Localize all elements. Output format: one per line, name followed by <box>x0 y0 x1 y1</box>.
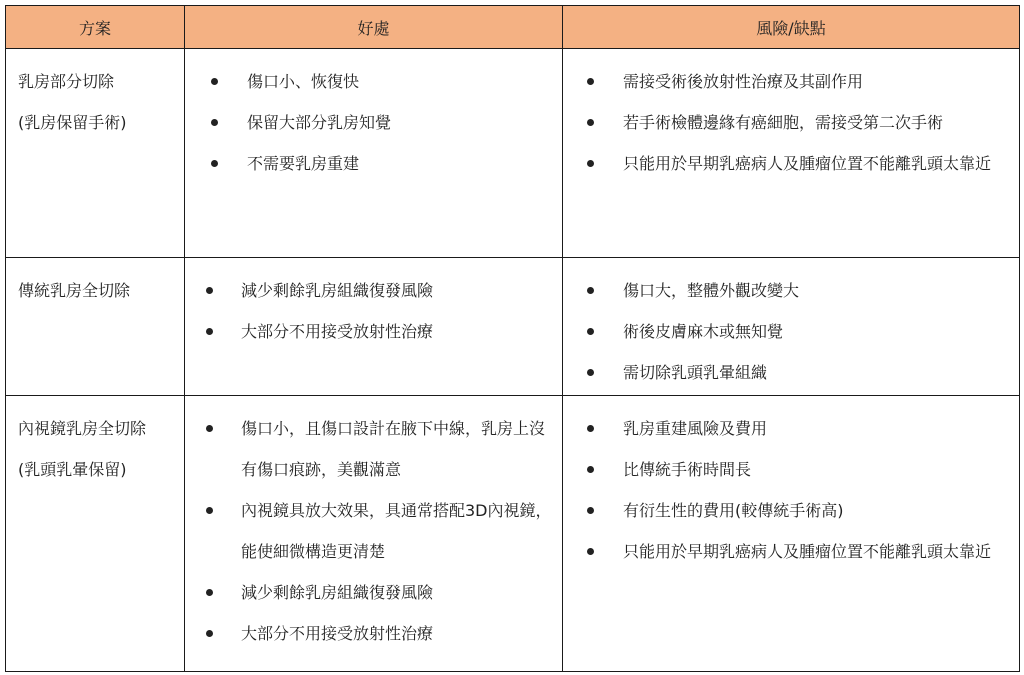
header-plan: 方案 <box>6 6 185 49</box>
bullet-icon <box>211 78 218 85</box>
benefits-cell <box>185 396 563 672</box>
risks-cell <box>563 49 1020 258</box>
list-item: 需接受術後放射性治療及其副作用 <box>563 61 1019 102</box>
list-item: 乳房重建風險及費用 <box>563 408 1019 449</box>
bullet-icon <box>587 78 594 85</box>
bullet-icon <box>206 287 213 294</box>
bullet-icon <box>587 160 594 167</box>
header-row <box>6 6 1020 49</box>
list-item: 大部分不用接受放射性治療 <box>185 613 562 654</box>
bullet-icon <box>206 425 213 432</box>
list-item: 需切除乳頭乳暈組織 <box>563 352 1019 393</box>
list-item: 減少剩餘乳房組織復發風險 <box>185 572 562 613</box>
list-item: 術後皮膚麻木或無知覺 <box>563 311 1019 352</box>
list-item: 只能用於早期乳癌病人及腫瘤位置不能離乳頭太靠近 <box>563 531 1019 572</box>
list-item: 有衍生性的費用(較傳統手術高) <box>563 490 1019 531</box>
plan-subtitle: (乳房保留手術) <box>18 113 127 132</box>
plan-name: 傳統乳房全切除 <box>18 281 131 300</box>
plan-cell <box>6 258 185 396</box>
list-item: 傷口小，且傷口設計在腋下中線，乳房上沒有傷口痕跡，美觀滿意 <box>185 408 562 490</box>
list-item: 若手術檢體邊緣有癌細胞，需接受第二次手術 <box>563 102 1019 143</box>
bullet-icon <box>211 119 218 126</box>
list-item: 比傳統手術時間長 <box>563 449 1019 490</box>
bullet-icon <box>587 507 594 514</box>
bullet-icon <box>587 328 594 335</box>
bullet-icon <box>587 119 594 126</box>
list-item: 不需要乳房重建 <box>185 143 562 184</box>
bullet-icon <box>587 466 594 473</box>
bullet-icon <box>587 369 594 376</box>
list-item: 減少剩餘乳房組織復發風險 <box>185 270 562 311</box>
bullet-icon <box>587 287 594 294</box>
list-item: 傷口大，整體外觀改變大 <box>563 270 1019 311</box>
bullet-icon <box>206 630 213 637</box>
plan-name: 內視鏡乳房全切除 <box>18 419 147 438</box>
bullet-icon <box>206 589 213 596</box>
list-item: 大部分不用接受放射性治療 <box>185 311 562 352</box>
bullet-icon <box>206 328 213 335</box>
plan-cell <box>6 396 185 672</box>
list-item: 保留大部分乳房知覺 <box>185 102 562 143</box>
plan-cell <box>6 49 185 258</box>
table-row <box>6 258 1020 396</box>
table-row <box>6 49 1020 258</box>
list-item: 只能用於早期乳癌病人及腫瘤位置不能離乳頭太靠近 <box>563 143 1019 184</box>
plan-name: 乳房部分切除 <box>18 72 115 91</box>
plan-subtitle: (乳頭乳暈保留) <box>18 460 127 479</box>
bullet-icon <box>206 507 213 514</box>
bullet-icon <box>587 425 594 432</box>
benefits-cell <box>185 258 563 396</box>
benefits-cell <box>185 49 563 258</box>
risks-cell <box>563 258 1020 396</box>
table-row <box>6 396 1020 672</box>
bullet-icon <box>211 160 218 167</box>
header-benefits: 好處 <box>185 6 563 49</box>
bullet-icon <box>587 548 594 555</box>
risks-cell <box>563 396 1020 672</box>
header-risks: 風險/缺點 <box>563 6 1020 49</box>
list-item: 傷口小、恢復快 <box>185 61 562 102</box>
list-item: 內視鏡具放大效果，具通常搭配3D內視鏡，能使細微構造更清楚 <box>185 490 562 572</box>
comparison-table <box>5 5 1020 672</box>
